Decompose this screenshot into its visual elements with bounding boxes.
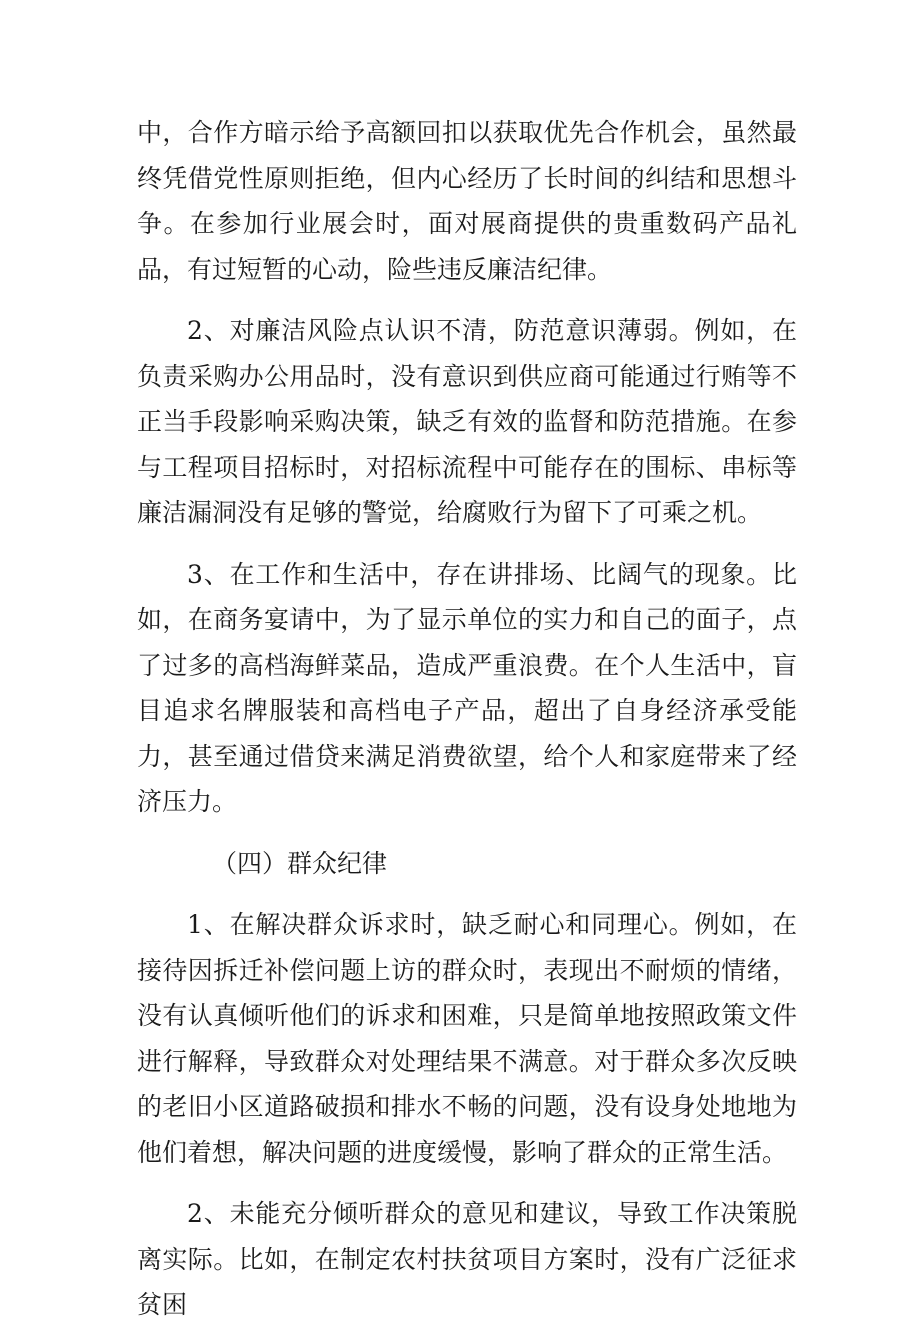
- section-heading: （四）群众纪律: [212, 848, 388, 878]
- document-body: [137, 110, 797, 1328]
- paragraph-item-2: 2、对廉洁风险点认识不清，防范意识薄弱。例如，在负责采购办公用品时，没有意识到供应商可能通过行贿等不正当手段影响采购决策，缺乏有效的监督和防范措施。在参与工程项目招标时，对招标流程中可能存在的围标、串标等廉洁漏洞没有足够的警觉，给腐败行为留下了可乘之机。: [137, 316, 797, 527]
- paragraph-continuation: 中，合作方暗示给予高额回扣以获取优先合作机会，虽然最终凭借党性原则拒绝，但内心经历了长时间的纠结和思想斗争。在参加行业展会时，面对展商提供的贵重数码产品礼品，有过短暂的心动，险些违反廉洁纪律。: [137, 118, 797, 284]
- paragraph-item-2-mass: 2、未能充分倾听群众的意见和建议，导致工作决策脱离实际。比如，在制定农村扶贫项目方案时，没有广泛征求贫困: [137, 1199, 797, 1319]
- paragraph-item-1: 1、在解决群众诉求时，缺乏耐心和同理心。例如，在接待因拆迁补偿问题上访的群众时，表现出不耐烦的情绪，没有认真倾听他们的诉求和困难，只是简单地按照政策文件进行解释，导致群众对处理结果不满意。对于群众多次反映的老旧小区道路破损和排水不畅的问题，没有设身处地地为他们着想，解决问题的进度缓慢，影响了群众的正常生活。: [137, 910, 797, 1167]
- paragraph-item-3: 3、在工作和生活中，存在讲排场、比阔气的现象。比如，在商务宴请中，为了显示单位的实力和自己的面子，点了过多的高档海鲜菜品，造成严重浪费。在个人生活中，盲目追求名牌服装和高档电子产品，超出了自身经济承受能力，甚至通过借贷来满足消费欲望，给个人和家庭带来了经济压力。: [137, 559, 797, 816]
